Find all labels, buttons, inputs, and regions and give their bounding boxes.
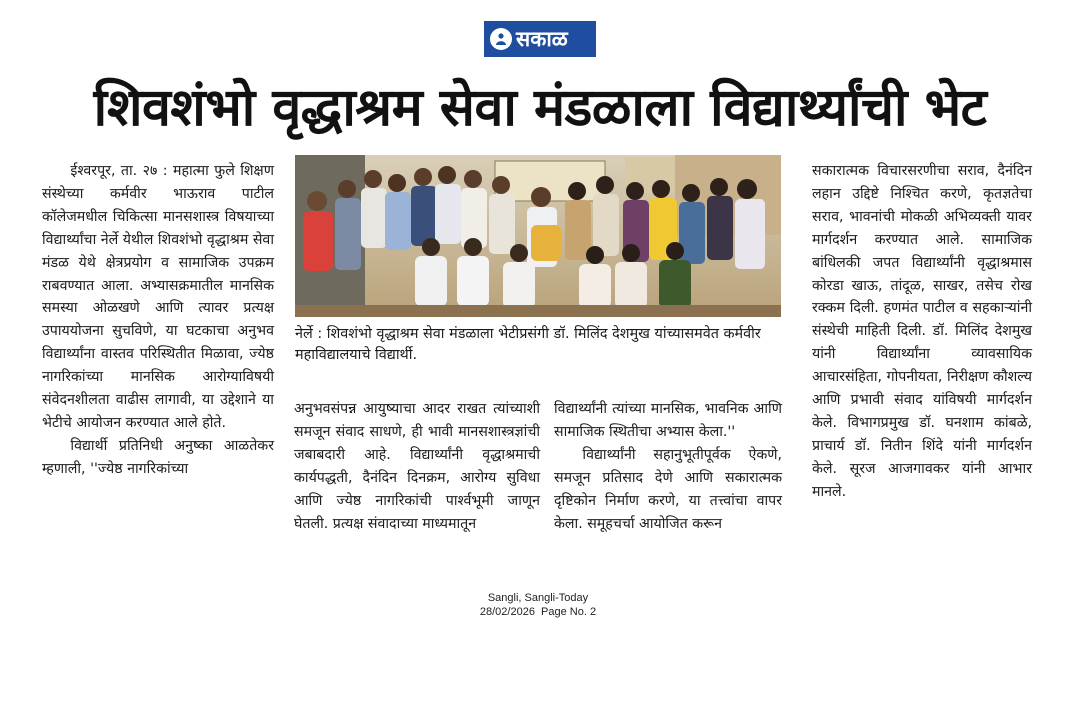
article-column-4 xyxy=(812,160,1032,504)
photo-caption: नेर्ले : शिवशंभो वृद्धाश्रम सेवा मंडळाला भेटीप्रसंगी डॉ. मिलिंद देशमुख यांच्यासमवेत कर्मवीर महाविद्यालयाचे विद्यार्थी. xyxy=(295,326,761,363)
edition-label: Sangli, Sangli-Today xyxy=(487,592,589,604)
article-paragraph: अनुभवसंपन्न आयुष्याचा आदर राखत त्यांच्याशी समजून संवाद साधणे, ही भावी मानसशास्त्रज्ञांची जबाबदारी आहे. विद्यार्थ्यांनी वृद्धाश्रमाची कार्यपद्धती, दैनंदिन दिनक्रम, आरोग्य सुविधा आणि ज्येष्ठ नागरिकांची पार्श्वभूमी जाणून घेतली. प्रत्यक्ष संवादाच्या माध्यमातून xyxy=(294,401,540,532)
sakal-emblem-icon xyxy=(490,28,512,50)
article-paragraph: विद्यार्थ्यांनी त्यांच्या मानसिक, भावनिक आणि सामाजिक स्थितीचा अभ्यास केला.'' xyxy=(554,401,782,440)
group-photo xyxy=(295,155,781,317)
article-paragraph: ईश्वरपूर, ता. २७ : महात्मा फुले शिक्षण संस्थेच्या कर्मवीर भाऊराव पाटील कॉलेजमधील चिकित्सा मानसशास्त्र विषयाच्या विद्यार्थ्यांचा नेर्ले येथील शिवशंभो वृद्धाश्रम सेवा मंडळ येथे क्षेत्रप्रयोग व सामाजिक उपक्रम राबवण्यात आला. अभ्यासक्रमातील मानसिक समस्या ओळखणे आणि त्यावर प्रत्यक्ष उपाययोजना सुचविणे, या घटकाचा अनुभव विद्यार्थ्यांना वास्तव परिस्थितीत मिळावा, ज्येष्ठ नागरिकांच्या मानसिक आरोग्याविषयी संवेदनशीलता वाढीस लागावी, या उद्देशाने या भेटीचे आयोजन करण्यात आले होते. xyxy=(42,163,274,431)
article-paragraph: विद्यार्थी प्रतिनिधी अनुष्का आळतेकर म्हणाली, ''ज्येष्ठ नागरिकांच्या xyxy=(42,437,274,477)
article-paragraph: विद्यार्थ्यांनी सहानुभूतीपूर्वक ऐकणे, समजून प्रतिसाद देणे आणि सकारात्मक दृष्टिकोन निर्माण करणे, या तत्त्वांचा वापर केला. समूहचर्चा आयोजित करून xyxy=(554,446,782,532)
article-column-3 xyxy=(554,398,782,535)
newspaper-logo xyxy=(484,21,596,57)
article-column-1 xyxy=(42,160,274,481)
group-photo-icon xyxy=(295,155,781,317)
headline: शिवशंभो वृद्धाश्रम सेवा मंडळाला विद्यार्थ्यांची भेट xyxy=(93,78,987,138)
page-folio xyxy=(395,591,681,619)
article-paragraph: सकारात्मक विचारसरणीचा सराव, दैनंदिन लहान उद्दिष्टे निश्चित करणे, कृतज्ञतेचा सराव, भावनांची मोकळी अभिव्यक्ती यावर मार्गदर्शन करण्यात आले. सामाजिक बांधिलकी जपत विद्यार्थ्यांनी वृद्धाश्रमास कोरडा खाऊ, तांदूळ, साखर, तसेच रोख रक्कम दिली. हणमंत पाटील व सहकाऱ्यांनी संस्थेची माहिती दिली. डॉ. मिलिंद देशमुख यांनी विद्यार्थ्यांना व्यावसायिक आचारसंहिता, गोपनीयता, निरीक्षण कौशल्य आणि प्रभावी संवाद यांविषयी मार्गदर्शन केले. विभागप्रमुख डॉ. घनशाम कांबळे, प्राचार्य डॉ. नितीन शिंदे यांनी मार्गदर्शन केले. सूरज आजगावकर यांनी आभार मानले. xyxy=(812,163,1032,500)
logo-text: सकाळ xyxy=(516,26,568,51)
article-column-2 xyxy=(294,398,540,535)
date-page-label: 28/02/2026 Page No. 2 xyxy=(479,606,597,618)
